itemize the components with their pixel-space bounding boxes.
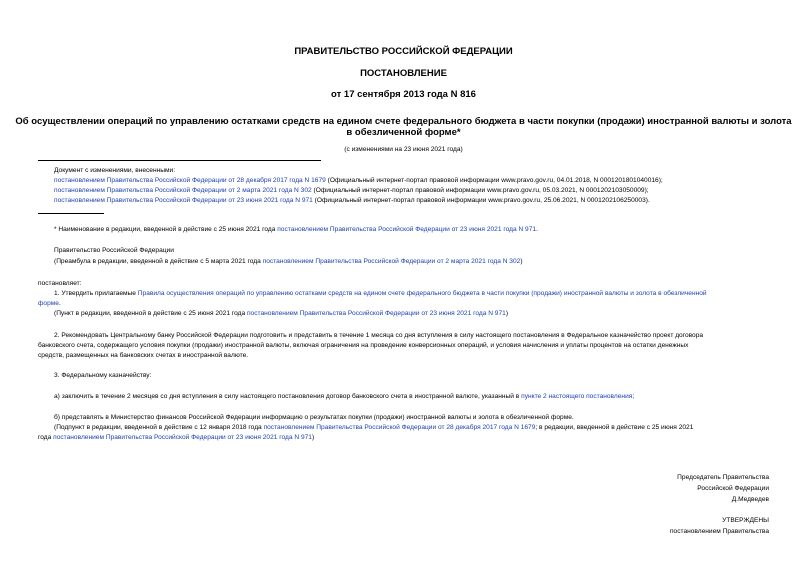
point-1-text: 1. Утвердить прилагаемые (54, 290, 138, 297)
point-3a-end: ; (632, 393, 635, 400)
rules-link[interactable]: Правила осуществления операций по управлению остатками средств на едином счете федерального бюджета в части покупки (продажи) иностранной валюты и золота в обезличенной (137, 290, 707, 297)
footnote-end: . (536, 226, 538, 233)
point-3b-note2-text: года (38, 434, 54, 441)
point-3b-note-link-2017[interactable]: постановлением Правительства Российской Федерации от 28 декабря 2017 года N 1679 (263, 424, 536, 431)
footnote-link[interactable]: постановлением Правительства Российской Федерации от 23 июня 2021 года N 971 (277, 226, 537, 233)
preamble-government: Правительство Российской Федерации (54, 247, 174, 254)
changes-item (54, 187, 649, 195)
document-title-line1: Об осуществлении операций по управлению остатками средств на едином счете федерального бюджета в части покупки (продажи) иностранной валюты и золота (15, 116, 792, 127)
amendment-source: (Официальный интернет-портал правовой информации www.pravo.gov.ru, 05.03.2021, N 0001202103050009); (311, 187, 649, 194)
point-3b-note-link-2021[interactable]: постановлением Правительства Российской Федерации от 23 июня 2021 года N 971 (53, 434, 312, 441)
point-2-reference-link[interactable]: пункте 2 настоящего постановления (521, 393, 633, 400)
point-3b-note-text: (Подпункт в редакции, введенной в действие с 12 января 2018 года (54, 424, 264, 431)
point-2-line3: средств, размещенных на банковских счетах в иностранной валюте. (38, 352, 249, 359)
signatory-name: Д.Медведев (731, 496, 769, 503)
edition-note: (с изменениями на 23 июня 2021 года) (344, 146, 463, 153)
title-footnote (54, 226, 538, 234)
point-3b-note2-end: ) (311, 434, 315, 441)
changes-intro: Документ с изменениями, внесенными: (54, 167, 176, 174)
decrees-word: постановляет: (38, 280, 82, 287)
amendment-link-march-2021[interactable]: постановлением Правительства Российской Федерации от 2 марта 2021 года N 302 (54, 187, 312, 194)
preamble-note-link[interactable]: постановлением Правительства Российской Федерации от 2 марта 2021 года N 302 (262, 258, 521, 265)
government-heading: ПРАВИТЕЛЬСТВО РОССИЙСКОЙ ФЕДЕРАЦИИ (294, 46, 513, 57)
point-1-note-end: ) (505, 310, 509, 317)
point-1-end: . (58, 300, 61, 307)
point-1-note (54, 310, 508, 318)
point-3a (54, 393, 634, 401)
document-title-line2: в обезличенной форме* (346, 127, 461, 138)
rules-link-continuation[interactable]: форме (38, 300, 59, 307)
document-type: ПОСТАНОВЛЕНИЕ (360, 68, 447, 79)
footnote-text: * Наименование в редакции, введенной в действие с 25 июня 2021 года (54, 226, 278, 233)
point-3-heading: 3. Федеральному казначейству: (54, 372, 152, 379)
amendment-source: (Официальный интернет-портал правовой информации www.pravo.gov.ru, 04.01.2018, N 0001201801040016); (325, 177, 663, 184)
amendment-link-2017[interactable]: постановлением Правительства Российской Федерации от 28 декабря 2017 года N 1679 (54, 177, 326, 184)
point-1-line1 (54, 290, 707, 298)
point-2-line2: банковского счета, содержащего условия покупки (продажи) иностранной валюты, включая ограничения на проведение конверсионных операций, и условия начисления и уплаты процентов на остатки денежных (38, 342, 689, 349)
point-3a-text: а) заключить в течение 2 месяцев со дня вступления в силу настоящего постановления договор банковского счета в иностранной валюте, указанный в (54, 393, 522, 400)
approved-by: постановлением Правительства (669, 528, 769, 535)
changes-item (54, 177, 663, 185)
document-date-number: от 17 сентября 2013 года N 816 (331, 89, 476, 100)
changes-top-rule (38, 160, 321, 161)
point-1-line2 (38, 300, 61, 308)
changes-item (54, 197, 650, 205)
amendment-link-june-2021[interactable]: постановлением Правительства Российской Федерации от 23 июня 2021 года N 971 (54, 197, 313, 204)
footnote-rule (38, 213, 104, 214)
point-3b-note-mid: ; в редакции, введенной в действие с 25 июня 2021 (535, 424, 694, 431)
signatory-title-1: Председатель Правительства (677, 474, 769, 481)
preamble-note-end: ) (520, 258, 523, 265)
point-2-line1: 2. Рекомендовать Центральному банку Российской Федерации подготовить и представить в течение 1 месяца со дня вступления в силу настоящего постановления в Федеральное казначейство проект договора (54, 332, 704, 339)
point-1-note-text: (Пункт в редакции, введенной в действие с 25 июня 2021 года (54, 310, 247, 317)
approved-label: УТВЕРЖДЕНЫ (722, 517, 769, 524)
point-3b-note-line2 (38, 434, 314, 442)
signatory-title-2: Российской Федерации (697, 485, 769, 492)
preamble-note (54, 258, 523, 266)
point-3b: б) представлять в Министерство финансов Российской Федерации информацию о результатах покупки (продажи) иностранной валюты и золота в обезличенной форме. (54, 414, 574, 421)
preamble-note-text: (Преамбула в редакции, введенной в действие с 5 марта 2021 года (54, 258, 263, 265)
point-3b-note-line1 (54, 424, 693, 432)
point-1-note-link[interactable]: постановлением Правительства Российской Федерации от 23 июня 2021 года N 971 (246, 310, 506, 317)
amendment-source: (Официальный интернет-портал правовой информации www.pravo.gov.ru, 25.06.2021, N 0001202106250003). (312, 197, 650, 204)
